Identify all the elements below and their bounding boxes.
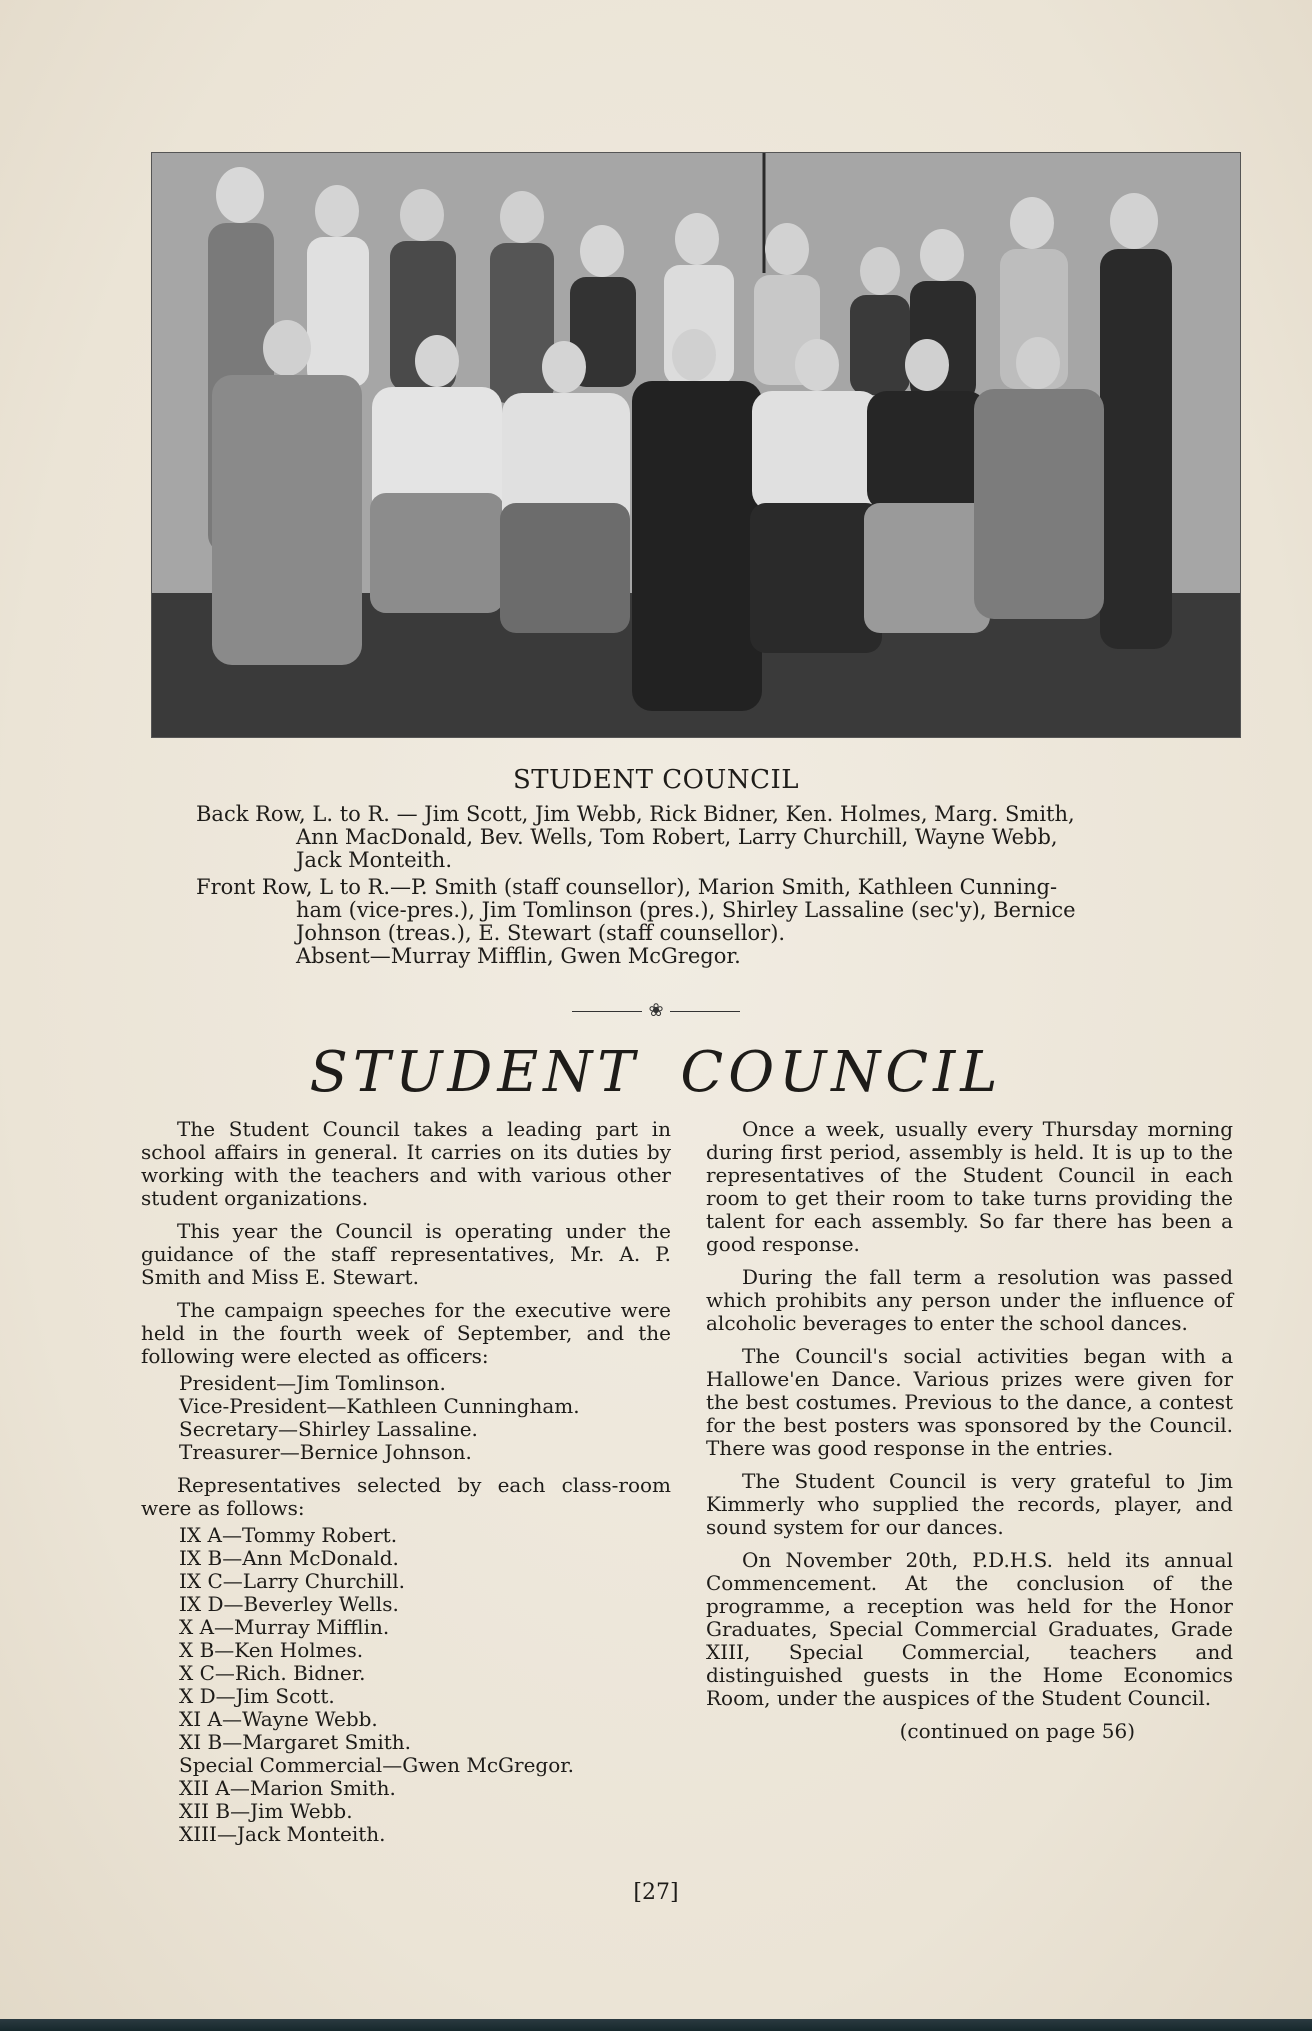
representative-item: XI A—Wayne Webb. <box>179 1707 378 1731</box>
ornament-icon: ❀ <box>648 1000 664 1021</box>
officer-item: Treasurer—Bernice Johnson. <box>179 1440 472 1464</box>
representative-item: X D—Jim Scott. <box>179 1684 335 1708</box>
left-paragraph-2: This year the Council is operating under the guidance of the staff representatives, Mr. A. P. Smith and Miss E. Stewart. <box>141 1219 671 1289</box>
left-paragraph-4: Representatives selected by each class-room were as follows: <box>141 1473 671 1520</box>
representative-item: IX C—Larry Churchill. <box>179 1569 406 1593</box>
caption-front-row-cont1: ham (vice-pres.), Jim Tomlinson (pres.), Shirley Lassaline (sec'y), Bernice <box>296 898 1076 922</box>
continued-note: (continued on page 56) <box>899 1719 1135 1743</box>
officers-list <box>141 1372 671 1464</box>
group-photo-icon <box>152 153 1240 737</box>
representative-item: XII A—Marion Smith. <box>179 1776 396 1800</box>
right-column <box>706 1118 1233 1743</box>
student-council-photo <box>151 152 1241 738</box>
page-number: [27] <box>633 1880 679 1905</box>
right-paragraph-4: The Student Council is very grateful to Jim Kimmerly who supplied the records, player, and sound system for our dances. <box>706 1469 1233 1539</box>
right-paragraph-5: On November 20th, P.D.H.S. held its annual Commencement. At the conclusion of the programme, a reception was held for the Honor Graduates, Special Commercial Graduates, Grade XIII, Special Commercial, teachers and distinguished guests in the Home Economics Room, under the auspices of the Student Council. <box>706 1548 1233 1710</box>
officer-item: Secretary—Shirley Lassaline. <box>179 1417 478 1441</box>
representatives-list <box>141 1524 671 1846</box>
caption-back-row-cont2: Jack Monteith. <box>296 848 452 872</box>
representative-item: X B—Ken Holmes. <box>179 1638 364 1662</box>
representative-item: XIII—Jack Monteith. <box>179 1822 386 1846</box>
representative-item: IX D—Beverley Wells. <box>179 1592 399 1616</box>
divider-rule-left <box>572 1011 642 1012</box>
right-paragraph-2: During the fall term a resolution was passed which prohibits any person under the influence of alcoholic beverages to enter the school dances. <box>706 1265 1233 1335</box>
left-paragraph-3: The campaign speeches for the executive were held in the fourth week of September, and the following were elected as officers: <box>141 1298 671 1368</box>
divider-rule-right <box>670 1011 740 1012</box>
left-paragraph-1: The Student Council takes a leading part in school affairs in general. It carries on its duties by working with the teachers and with various other student organizations. <box>141 1117 671 1210</box>
right-paragraph-1: Once a week, usually every Thursday morning during first period, assembly is held. It is up to the representatives of the Student Council in each room to get their room to take turns providing the talent for each assembly. So far there has been a good response. <box>706 1117 1233 1256</box>
caption-front-row <box>196 876 1192 968</box>
caption-back-row-lead: Back Row, L. to R. — Jim Scott, Jim Webb, Rick Bidner, Ken. Holmes, Marg. Smith, <box>196 802 1075 826</box>
article-headline: STUDENT COUNCIL <box>309 1040 1003 1105</box>
caption-front-row-cont2: Johnson (treas.), E. Stewart (staff counsellor). <box>296 921 786 945</box>
representative-item: IX B—Ann McDonald. <box>179 1546 399 1570</box>
officer-item: President—Jim Tomlinson. <box>179 1371 446 1395</box>
representative-item: XII B—Jim Webb. <box>179 1799 353 1823</box>
representative-item: IX A—Tommy Robert. <box>179 1523 398 1547</box>
representative-item: Special Commercial—Gwen McGregor. <box>179 1753 574 1777</box>
page-bottom-edge <box>0 2019 1312 2031</box>
caption-back-row <box>196 803 1192 872</box>
officer-item: Vice-President—Kathleen Cunningham. <box>179 1394 580 1418</box>
caption-back-row-cont1: Ann MacDonald, Bev. Wells, Tom Robert, Larry Churchill, Wayne Webb, <box>296 825 1058 849</box>
left-column <box>141 1118 671 1856</box>
caption-absent: Absent—Murray Mifflin, Gwen McGregor. <box>296 944 741 968</box>
representative-item: XI B—Margaret Smith. <box>179 1730 412 1754</box>
photo-caption-title: STUDENT COUNCIL <box>512 765 800 795</box>
representative-item: X C—Rich. Bidner. <box>179 1661 366 1685</box>
representative-item: X A—Murray Mifflin. <box>179 1615 390 1639</box>
right-paragraph-3: The Council's social activities began with a Hallowe'en Dance. Various prizes were given for the best costumes. Previous to the dance, a contest for the best posters was sponsored by the Council. There was good response in the entries. <box>706 1344 1233 1460</box>
caption-front-row-lead: Front Row, L to R.—P. Smith (staff counsellor), Marion Smith, Kathleen Cunning- <box>196 875 1058 899</box>
section-divider <box>0 1000 1312 1021</box>
